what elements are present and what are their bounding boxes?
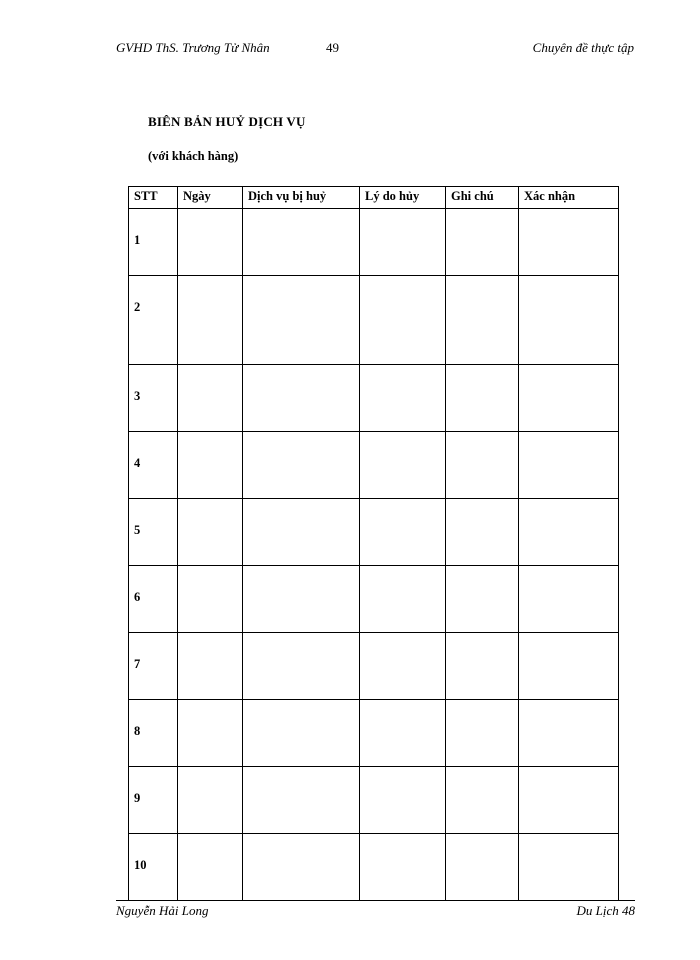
cell-reason xyxy=(360,633,446,700)
table-row xyxy=(129,767,619,834)
column-header-reason: Lý do hủy xyxy=(360,187,446,209)
cell-date xyxy=(178,365,243,432)
row-number: 2 xyxy=(134,300,141,314)
row-number: 1 xyxy=(134,233,141,247)
cell-confirm xyxy=(519,700,619,767)
cell-confirm xyxy=(519,499,619,566)
cell-confirm xyxy=(519,566,619,633)
column-header-date: Ngày xyxy=(178,187,243,209)
cell-reason xyxy=(360,209,446,276)
table-row xyxy=(129,365,619,432)
row-number: 3 xyxy=(134,389,141,403)
table-row xyxy=(129,834,619,901)
cancellation-table xyxy=(128,186,619,901)
cell-date xyxy=(178,633,243,700)
table-row xyxy=(129,432,619,499)
cell-service xyxy=(243,209,360,276)
cell-service xyxy=(243,276,360,365)
cell-stt xyxy=(129,767,178,834)
row-number: 4 xyxy=(134,456,141,470)
cell-confirm xyxy=(519,365,619,432)
cell-note xyxy=(446,700,519,767)
cell-note xyxy=(446,767,519,834)
cell-stt xyxy=(129,209,178,276)
cell-reason xyxy=(360,767,446,834)
row-number: 7 xyxy=(134,657,141,671)
cell-note xyxy=(446,834,519,901)
page-footer xyxy=(116,903,635,923)
cell-date xyxy=(178,209,243,276)
cell-service xyxy=(243,767,360,834)
cell-stt xyxy=(129,566,178,633)
cell-confirm xyxy=(519,209,619,276)
cell-note xyxy=(446,499,519,566)
cell-reason xyxy=(360,365,446,432)
column-header-note: Ghi chú xyxy=(446,187,519,209)
cell-reason xyxy=(360,834,446,901)
cell-date xyxy=(178,566,243,633)
header-document-type: Chuyên đề thực tập xyxy=(532,40,634,55)
cell-stt xyxy=(129,633,178,700)
cell-stt xyxy=(129,432,178,499)
cell-note xyxy=(446,365,519,432)
table-row xyxy=(129,633,619,700)
cell-service xyxy=(243,834,360,901)
cell-confirm xyxy=(519,633,619,700)
cell-confirm xyxy=(519,834,619,901)
row-number: 5 xyxy=(134,523,141,537)
document-subtitle: (với khách hàng) xyxy=(148,149,239,163)
cell-stt xyxy=(129,700,178,767)
page-header xyxy=(116,40,634,60)
cell-date xyxy=(178,700,243,767)
cell-note xyxy=(446,633,519,700)
table-row xyxy=(129,499,619,566)
cell-date xyxy=(178,767,243,834)
cell-confirm xyxy=(519,276,619,365)
table-row xyxy=(129,209,619,276)
cell-service xyxy=(243,365,360,432)
cell-service xyxy=(243,700,360,767)
cell-reason xyxy=(360,499,446,566)
document-title: BIÊN BẢN HUỶ DỊCH VỤ xyxy=(148,114,306,129)
row-number: 10 xyxy=(134,858,147,872)
cell-reason xyxy=(360,432,446,499)
cell-stt xyxy=(129,276,178,365)
cell-service xyxy=(243,499,360,566)
cell-note xyxy=(446,209,519,276)
table-row xyxy=(129,566,619,633)
cell-date xyxy=(178,432,243,499)
column-header-confirm: Xác nhận xyxy=(519,187,619,209)
row-number: 8 xyxy=(134,724,141,738)
cell-stt xyxy=(129,499,178,566)
cell-date xyxy=(178,276,243,365)
cell-confirm xyxy=(519,767,619,834)
header-supervisor: GVHD ThS. Trương Tử Nhân xyxy=(116,40,270,55)
row-number: 9 xyxy=(134,791,141,805)
table-row xyxy=(129,700,619,767)
table-header-row xyxy=(129,187,619,209)
cell-stt xyxy=(129,834,178,901)
header-page-number: 49 xyxy=(326,40,339,55)
column-header-stt: STT xyxy=(129,187,178,209)
table-row xyxy=(129,276,619,365)
cancellation-table-container xyxy=(128,186,618,872)
cell-stt xyxy=(129,365,178,432)
cell-note xyxy=(446,276,519,365)
cell-service xyxy=(243,432,360,499)
cell-reason xyxy=(360,700,446,767)
cell-note xyxy=(446,432,519,499)
footer-class: Du Lịch 48 xyxy=(576,903,635,918)
column-header-service: Dịch vụ bị huỷ xyxy=(243,187,360,209)
footer-author: Nguyễn Hải Long xyxy=(116,903,209,918)
cell-reason xyxy=(360,276,446,365)
cell-note xyxy=(446,566,519,633)
cell-service xyxy=(243,566,360,633)
cell-date xyxy=(178,834,243,901)
cell-date xyxy=(178,499,243,566)
cell-reason xyxy=(360,566,446,633)
row-number: 6 xyxy=(134,590,141,604)
cell-confirm xyxy=(519,432,619,499)
footer-divider xyxy=(116,900,635,901)
cell-service xyxy=(243,633,360,700)
